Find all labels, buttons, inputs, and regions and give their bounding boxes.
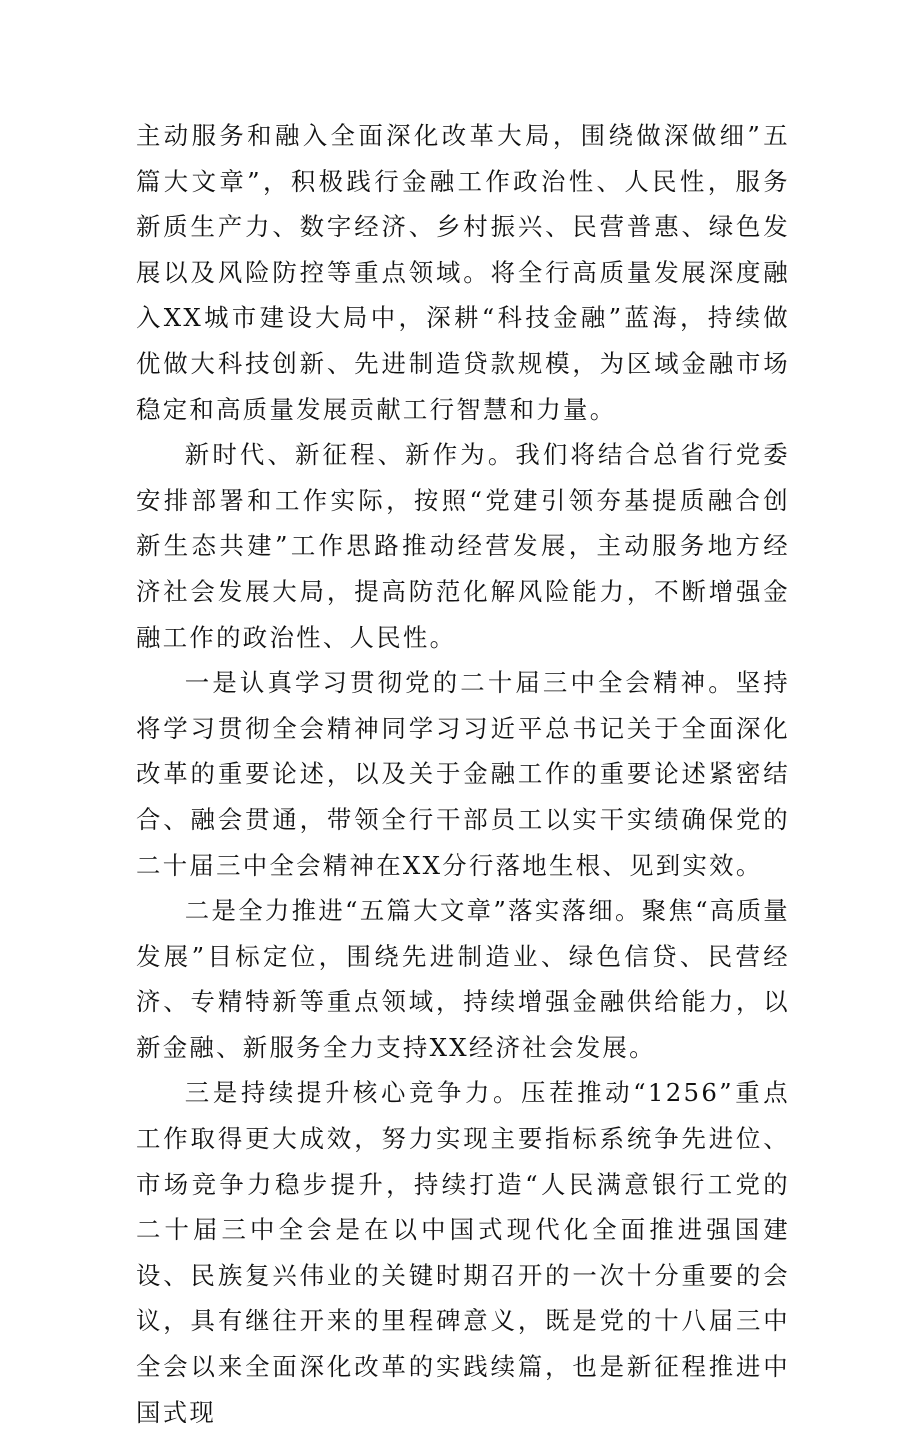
document-body	[136, 113, 790, 1435]
paragraph-4: 二是全力推进“五篇大文章”落实落细。聚焦“高质量发展”目标定位，围绕先进制造业、绿色信贷、民营经济、专精特新等重点领域，持续增强金融供给能力，以新金融、新服务全力支持XX经济社会发展。	[136, 896, 790, 1062]
paragraph-3: 一是认真学习贯彻党的二十届三中全会精神。坚持将学习贯彻全会精神同学习习近平总书记关于全面深化改革的重要论述，以及关于金融工作的重要论述紧密结合、融会贯通，带领全行干部员工以实干实绩确保党的二十届三中全会精神在XX分行落地生根、见到实效。	[136, 668, 790, 880]
paragraph-1: 主动服务和融入全面深化改革大局，围绕做深做细”五篇大文章”，积极践行金融工作政治性、人民性，服务新质生产力、数字经济、乡村振兴、民营普惠、绿色发展以及风险防控等重点领域。将全行高质量发展深度融入XX城市建设大局中，深耕“科技金融”蓝海，持续做优做大科技创新、先进制造贷款规模，为区域金融市场稳定和高质量发展贡献工行智慧和力量。	[136, 121, 790, 424]
paragraph-2: 新时代、新征程、新作为。我们将结合总省行党委安排部署和工作实际，按照“党建引领夯基提质融合创新生态共建”工作思路推动经营发展，主动服务地方经济社会发展大局，提高防范化解风险能力，不断增强金融工作的政治性、人民性。	[136, 440, 790, 652]
paragraph-5: 三是持续提升核心竞争力。压茬推动“1256”重点工作取得更大成效，努力实现主要指标系统争先进位、市场竞争力稳步提升，持续打造“人民满意银行工党的二十届三中全会是在以中国式现代化全面推进强国建设、民族复兴伟业的关键时期召开的一次十分重要的会议，具有继往开来的里程碑意义，既是党的十八届三中全会以来全面深化改革的实践续篇，也是新征程推进中国式现	[136, 1078, 790, 1427]
